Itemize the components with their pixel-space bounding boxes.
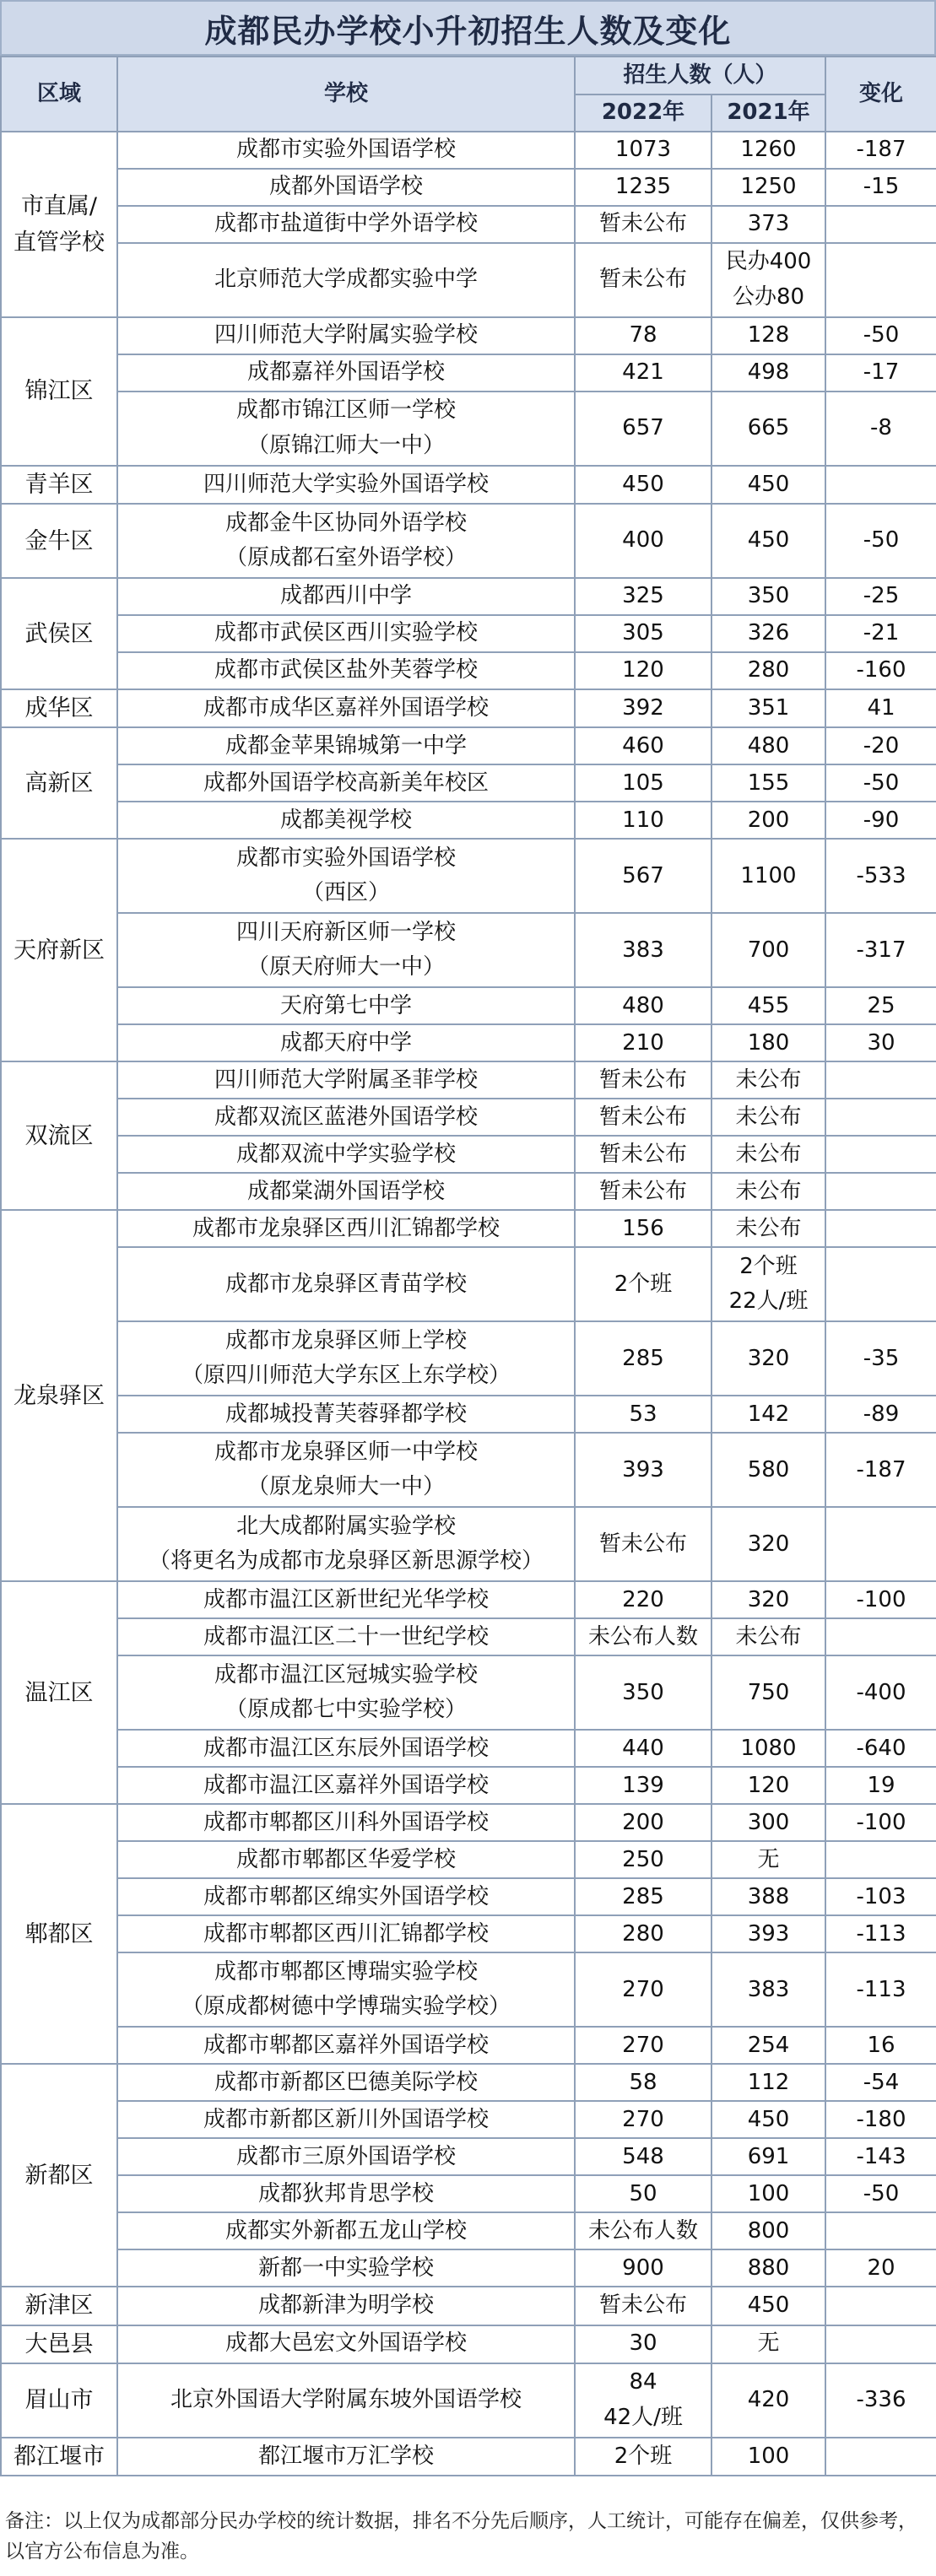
change-cell [825, 466, 936, 504]
enroll-2021-cell: 1100 [711, 839, 825, 913]
area-cell: 高新区 [1, 727, 117, 839]
change-cell [825, 2325, 936, 2363]
table-row [1, 1618, 936, 1655]
change-cell: -89 [825, 1396, 936, 1433]
table-row [1, 1099, 936, 1136]
change-cell: -400 [825, 1655, 936, 1730]
enroll-2022-cell: 548 [575, 2138, 711, 2175]
school-cell: 成都市龙泉驿区青苗学校 [117, 1247, 575, 1321]
enroll-2021-cell: 未公布 [711, 1618, 825, 1655]
enroll-2021-cell: 383 [711, 1952, 825, 2027]
enroll-2021-cell: 2个班 22人/班 [711, 1247, 825, 1321]
area-cell: 市直属/ 直管学校 [1, 132, 117, 317]
table-row [1, 987, 936, 1024]
change-cell [825, 1173, 936, 1210]
enroll-2021-cell: 1080 [711, 1730, 825, 1767]
change-cell: -113 [825, 1915, 936, 1952]
enroll-2022-cell: 200 [575, 1804, 711, 1841]
school-cell: 北京师范大学成都实验中学 [117, 243, 575, 317]
school-cell: 成都市温江区东辰外国语学校 [117, 1730, 575, 1767]
school-cell: 成都市三原外国语学校 [117, 2138, 575, 2175]
change-cell [825, 1136, 936, 1173]
enroll-2021-cell: 700 [711, 913, 825, 987]
enroll-2021-cell: 351 [711, 689, 825, 727]
change-cell: 19 [825, 1767, 936, 1804]
change-cell: -143 [825, 2138, 936, 2175]
change-cell [825, 243, 936, 317]
enroll-2021-cell: 580 [711, 1433, 825, 1507]
table-row [1, 1024, 936, 1061]
change-cell: -103 [825, 1878, 936, 1915]
enroll-2021-cell: 155 [711, 764, 825, 802]
area-cell: 都江堰市 [1, 2438, 117, 2476]
table-header [1, 57, 936, 132]
enroll-2022-cell: 657 [575, 392, 711, 466]
change-cell: -50 [825, 504, 936, 578]
header-year-2022: 2022年 [575, 95, 711, 132]
enroll-2022-cell: 暂未公布 [575, 1136, 711, 1173]
area-cell: 成华区 [1, 689, 117, 727]
school-cell: 成都狄邦肯思学校 [117, 2175, 575, 2212]
school-cell: 成都市郫都区嘉祥外国语学校 [117, 2027, 575, 2064]
enroll-2021-cell: 450 [711, 504, 825, 578]
enroll-2021-cell: 280 [711, 652, 825, 689]
change-cell: -35 [825, 1321, 936, 1396]
change-cell: -54 [825, 2064, 936, 2101]
enroll-2022-cell: 78 [575, 317, 711, 354]
area-cell: 大邑县 [1, 2325, 117, 2363]
enroll-2022-cell: 58 [575, 2064, 711, 2101]
school-cell: 四川天府新区师一学校 （原天府师大一中） [117, 913, 575, 987]
change-cell: -25 [825, 578, 936, 615]
enroll-2022-cell: 270 [575, 2027, 711, 2064]
table-row [1, 1136, 936, 1173]
table-row [1, 1321, 936, 1396]
school-cell: 成都市温江区嘉祥外国语学校 [117, 1767, 575, 1804]
change-cell [825, 2438, 936, 2476]
change-cell [825, 2212, 936, 2249]
table-row [1, 1507, 936, 1581]
school-cell: 成都市温江区新世纪光华学校 [117, 1581, 575, 1618]
enroll-2021-cell: 480 [711, 727, 825, 764]
enroll-2021-cell: 691 [711, 2138, 825, 2175]
school-cell: 成都市锦江区师一学校 （原锦江师大一中） [117, 392, 575, 466]
school-cell: 北京外国语大学附属东坡外国语学校 [117, 2363, 575, 2438]
change-cell: -21 [825, 615, 936, 652]
enroll-2021-cell: 未公布 [711, 1061, 825, 1099]
table-row [1, 2438, 936, 2476]
school-cell: 成都市温江区冠城实验学校 （原成都七中实验学校） [117, 1655, 575, 1730]
change-cell [825, 1247, 936, 1321]
enroll-2021-cell: 142 [711, 1396, 825, 1433]
enroll-2021-cell: 455 [711, 987, 825, 1024]
change-cell: -50 [825, 764, 936, 802]
table-row [1, 652, 936, 689]
change-cell: -533 [825, 839, 936, 913]
table-row [1, 317, 936, 354]
enroll-2021-cell: 112 [711, 2064, 825, 2101]
school-cell: 成都双流区蓝港外国语学校 [117, 1099, 575, 1136]
enroll-2021-cell: 393 [711, 1915, 825, 1952]
enroll-2021-cell: 388 [711, 1878, 825, 1915]
enroll-2022-cell: 270 [575, 2101, 711, 2138]
change-cell: -640 [825, 1730, 936, 1767]
enroll-2022-cell: 392 [575, 689, 711, 727]
school-cell: 成都市郫都区华爱学校 [117, 1841, 575, 1878]
header-area: 区域 [1, 57, 117, 132]
table-row [1, 206, 936, 243]
school-cell: 成都市成华区嘉祥外国语学校 [117, 689, 575, 727]
enroll-2021-cell: 未公布 [711, 1173, 825, 1210]
table-row [1, 578, 936, 615]
school-cell: 成都市新都区新川外国语学校 [117, 2101, 575, 2138]
change-cell [825, 1061, 936, 1099]
enroll-2022-cell: 139 [575, 1767, 711, 1804]
area-cell: 郫都区 [1, 1804, 117, 2064]
enroll-2022-cell: 460 [575, 727, 711, 764]
enroll-2021-cell: 450 [711, 466, 825, 504]
enroll-2022-cell: 900 [575, 2249, 711, 2287]
enroll-2021-cell: 373 [711, 206, 825, 243]
change-cell [825, 2287, 936, 2325]
enroll-2022-cell: 156 [575, 1210, 711, 1247]
enroll-2021-cell: 665 [711, 392, 825, 466]
enroll-2022-cell: 2个班 [575, 1247, 711, 1321]
enroll-2021-cell: 450 [711, 2101, 825, 2138]
school-cell: 成都天府中学 [117, 1024, 575, 1061]
header-enroll: 招生人数（人） [575, 57, 825, 95]
table-row [1, 1247, 936, 1321]
change-cell: -187 [825, 132, 936, 169]
table-row [1, 802, 936, 839]
enroll-2021-cell: 450 [711, 2287, 825, 2325]
table-row [1, 1210, 936, 1247]
enroll-2022-cell: 450 [575, 466, 711, 504]
enroll-2022-cell: 440 [575, 1730, 711, 1767]
school-cell: 成都城投菁芙蓉驿都学校 [117, 1396, 575, 1433]
table-row [1, 2325, 936, 2363]
area-cell: 锦江区 [1, 317, 117, 466]
change-cell: -180 [825, 2101, 936, 2138]
table-row [1, 1915, 936, 1952]
table-row [1, 2138, 936, 2175]
change-cell: -50 [825, 317, 936, 354]
enroll-2022-cell: 393 [575, 1433, 711, 1507]
school-cell: 成都市武侯区盐外芙蓉学校 [117, 652, 575, 689]
table-row [1, 466, 936, 504]
enroll-2022-cell: 325 [575, 578, 711, 615]
enroll-2021-cell: 民办400 公办80 [711, 243, 825, 317]
change-cell [825, 1507, 936, 1581]
school-cell: 天府第七中学 [117, 987, 575, 1024]
table-row [1, 2101, 936, 2138]
enroll-2022-cell: 1235 [575, 169, 711, 206]
footnote: 备注：以上仅为成都部分民办学校的统计数据，排名不分先后顺序，人工统计，可能存在偏差，仅供参考，以官方公布信息为准。 [5, 2510, 917, 2562]
header-change: 变化 [825, 57, 936, 132]
enroll-2021-cell: 未公布 [711, 1136, 825, 1173]
change-cell: -100 [825, 1581, 936, 1618]
school-cell: 成都市郫都区博瑞实验学校 （原成都树德中学博瑞实验学校） [117, 1952, 575, 2027]
table-row [1, 727, 936, 764]
area-cell: 青羊区 [1, 466, 117, 504]
enroll-2022-cell: 120 [575, 652, 711, 689]
school-cell: 四川师范大学附属实验学校 [117, 317, 575, 354]
enroll-2022-cell: 270 [575, 1952, 711, 2027]
enrollment-table [0, 56, 936, 2476]
enroll-2021-cell: 100 [711, 2175, 825, 2212]
enroll-2021-cell: 100 [711, 2438, 825, 2476]
enroll-2022-cell: 84 42人/班 [575, 2363, 711, 2438]
enroll-2021-cell: 无 [711, 1841, 825, 1878]
school-cell: 成都西川中学 [117, 578, 575, 615]
table-row [1, 2212, 936, 2249]
enroll-2022-cell: 暂未公布 [575, 2287, 711, 2325]
school-cell: 成都市龙泉驿区西川汇锦都学校 [117, 1210, 575, 1247]
school-cell: 四川师范大学附属圣菲学校 [117, 1061, 575, 1099]
enroll-2021-cell: 120 [711, 1767, 825, 1804]
change-cell: 20 [825, 2249, 936, 2287]
change-cell: 41 [825, 689, 936, 727]
school-cell: 成都市郫都区西川汇锦都学校 [117, 1915, 575, 1952]
change-cell: -187 [825, 1433, 936, 1507]
table-row [1, 913, 936, 987]
school-cell: 成都市郫都区川科外国语学校 [117, 1804, 575, 1841]
table-row [1, 392, 936, 466]
enroll-2022-cell: 53 [575, 1396, 711, 1433]
table-row [1, 2175, 936, 2212]
change-cell [825, 1618, 936, 1655]
enroll-2022-cell: 未公布人数 [575, 2212, 711, 2249]
change-cell: 16 [825, 2027, 936, 2064]
enroll-2022-cell: 110 [575, 802, 711, 839]
enroll-2022-cell: 未公布人数 [575, 1618, 711, 1655]
enroll-2022-cell: 280 [575, 1915, 711, 1952]
change-cell: -90 [825, 802, 936, 839]
table-row [1, 1804, 936, 1841]
area-cell: 双流区 [1, 1061, 117, 1210]
header-year-2021: 2021年 [711, 95, 825, 132]
school-cell: 成都双流中学实验学校 [117, 1136, 575, 1173]
change-cell: -160 [825, 652, 936, 689]
change-cell [825, 206, 936, 243]
enroll-2022-cell: 暂未公布 [575, 1061, 711, 1099]
enroll-2022-cell: 暂未公布 [575, 206, 711, 243]
enroll-2021-cell: 未公布 [711, 1099, 825, 1136]
school-cell: 成都实外新都五龙山学校 [117, 2212, 575, 2249]
enroll-2022-cell: 250 [575, 1841, 711, 1878]
school-cell: 成都棠湖外国语学校 [117, 1173, 575, 1210]
table-title: 成都民办学校小升初招生人数及变化 [0, 0, 936, 56]
table-row [1, 243, 936, 317]
school-cell: 都江堰市万汇学校 [117, 2438, 575, 2476]
table-row [1, 2363, 936, 2438]
school-cell: 成都新津为明学校 [117, 2287, 575, 2325]
school-cell: 北大成都附属实验学校 （将更名为成都市龙泉驿区新思源学校） [117, 1507, 575, 1581]
enroll-2022-cell: 暂未公布 [575, 243, 711, 317]
area-cell: 温江区 [1, 1581, 117, 1804]
table-row [1, 1433, 936, 1507]
table-body [1, 132, 936, 2476]
enroll-2022-cell: 350 [575, 1655, 711, 1730]
change-cell: -20 [825, 727, 936, 764]
enroll-2022-cell: 2个班 [575, 2438, 711, 2476]
table-row [1, 1061, 936, 1099]
school-cell: 成都金苹果锦城第一中学 [117, 727, 575, 764]
enroll-2022-cell: 220 [575, 1581, 711, 1618]
table-row [1, 1581, 936, 1618]
school-cell: 成都外国语学校高新美年校区 [117, 764, 575, 802]
table-row [1, 1730, 936, 1767]
enroll-2021-cell: 800 [711, 2212, 825, 2249]
enroll-2022-cell: 567 [575, 839, 711, 913]
enroll-2021-cell: 326 [711, 615, 825, 652]
school-cell: 成都外国语学校 [117, 169, 575, 206]
enroll-2022-cell: 105 [575, 764, 711, 802]
enroll-2022-cell: 暂未公布 [575, 1099, 711, 1136]
school-cell: 成都市龙泉驿区师一中学校 （原龙泉师大一中） [117, 1433, 575, 1507]
change-cell: 30 [825, 1024, 936, 1061]
table-row [1, 1841, 936, 1878]
table-row [1, 132, 936, 169]
change-cell: -317 [825, 913, 936, 987]
enroll-2022-cell: 30 [575, 2325, 711, 2363]
enroll-2021-cell: 180 [711, 1024, 825, 1061]
area-cell: 武侯区 [1, 578, 117, 689]
school-cell: 成都嘉祥外国语学校 [117, 354, 575, 392]
area-cell: 新都区 [1, 2064, 117, 2287]
enroll-2022-cell: 285 [575, 1321, 711, 1396]
table-row [1, 764, 936, 802]
change-cell: -50 [825, 2175, 936, 2212]
table-row [1, 1878, 936, 1915]
area-cell: 新津区 [1, 2287, 117, 2325]
table-row [1, 1767, 936, 1804]
enroll-2022-cell: 400 [575, 504, 711, 578]
area-cell: 龙泉驿区 [1, 1210, 117, 1581]
school-cell: 成都金牛区协同外语学校 （原成都石室外语学校） [117, 504, 575, 578]
enroll-2021-cell: 320 [711, 1507, 825, 1581]
enroll-2021-cell: 300 [711, 1804, 825, 1841]
header-school: 学校 [117, 57, 575, 132]
table-row [1, 2287, 936, 2325]
change-cell: 25 [825, 987, 936, 1024]
change-cell: -113 [825, 1952, 936, 2027]
area-cell: 眉山市 [1, 2363, 117, 2438]
table-row [1, 2064, 936, 2101]
enroll-2021-cell: 无 [711, 2325, 825, 2363]
enroll-2022-cell: 480 [575, 987, 711, 1024]
school-cell: 成都市实验外国语学校 [117, 132, 575, 169]
enroll-2021-cell: 498 [711, 354, 825, 392]
table-row [1, 354, 936, 392]
enroll-2022-cell: 210 [575, 1024, 711, 1061]
enroll-2022-cell: 50 [575, 2175, 711, 2212]
enroll-2021-cell: 420 [711, 2363, 825, 2438]
table-row [1, 2249, 936, 2287]
change-cell: -8 [825, 392, 936, 466]
area-cell: 金牛区 [1, 504, 117, 578]
enroll-2021-cell: 320 [711, 1581, 825, 1618]
school-cell: 成都市新都区巴德美际学校 [117, 2064, 575, 2101]
school-cell: 成都市郫都区绵实外国语学校 [117, 1878, 575, 1915]
table-row [1, 615, 936, 652]
school-cell: 成都市盐道街中学外语学校 [117, 206, 575, 243]
enroll-2022-cell: 暂未公布 [575, 1507, 711, 1581]
school-cell: 成都美视学校 [117, 802, 575, 839]
change-cell: -17 [825, 354, 936, 392]
table-row [1, 1173, 936, 1210]
enroll-2021-cell: 880 [711, 2249, 825, 2287]
table-row [1, 839, 936, 913]
area-cell: 天府新区 [1, 839, 117, 1061]
school-cell: 成都市武侯区西川实验学校 [117, 615, 575, 652]
enroll-2022-cell: 1073 [575, 132, 711, 169]
enroll-2021-cell: 200 [711, 802, 825, 839]
enroll-2021-cell: 1250 [711, 169, 825, 206]
change-cell: -100 [825, 1804, 936, 1841]
change-cell: -336 [825, 2363, 936, 2438]
enroll-2021-cell: 750 [711, 1655, 825, 1730]
enroll-2022-cell: 285 [575, 1878, 711, 1915]
school-cell: 新都一中实验学校 [117, 2249, 575, 2287]
school-cell: 成都市龙泉驿区师上学校 （原四川师范大学东区上东学校） [117, 1321, 575, 1396]
school-cell: 成都市实验外国语学校 （西区） [117, 839, 575, 913]
change-cell [825, 1099, 936, 1136]
table-row [1, 169, 936, 206]
school-cell: 成都市温江区二十一世纪学校 [117, 1618, 575, 1655]
school-cell: 成都大邑宏文外国语学校 [117, 2325, 575, 2363]
table-row [1, 504, 936, 578]
enroll-2021-cell: 128 [711, 317, 825, 354]
change-cell: -15 [825, 169, 936, 206]
enroll-2021-cell: 1260 [711, 132, 825, 169]
school-cell: 四川师范大学实验外国语学校 [117, 466, 575, 504]
change-cell [825, 1841, 936, 1878]
enroll-2021-cell: 未公布 [711, 1210, 825, 1247]
enroll-2022-cell: 暂未公布 [575, 1173, 711, 1210]
table-row [1, 689, 936, 727]
enroll-2021-cell: 350 [711, 578, 825, 615]
enroll-2021-cell: 320 [711, 1321, 825, 1396]
change-cell [825, 1210, 936, 1247]
table-row [1, 1396, 936, 1433]
enroll-2021-cell: 254 [711, 2027, 825, 2064]
table-row [1, 1655, 936, 1730]
enroll-2022-cell: 383 [575, 913, 711, 987]
table-row [1, 2027, 936, 2064]
enroll-2022-cell: 305 [575, 615, 711, 652]
enroll-2022-cell: 421 [575, 354, 711, 392]
table-row [1, 1952, 936, 2027]
